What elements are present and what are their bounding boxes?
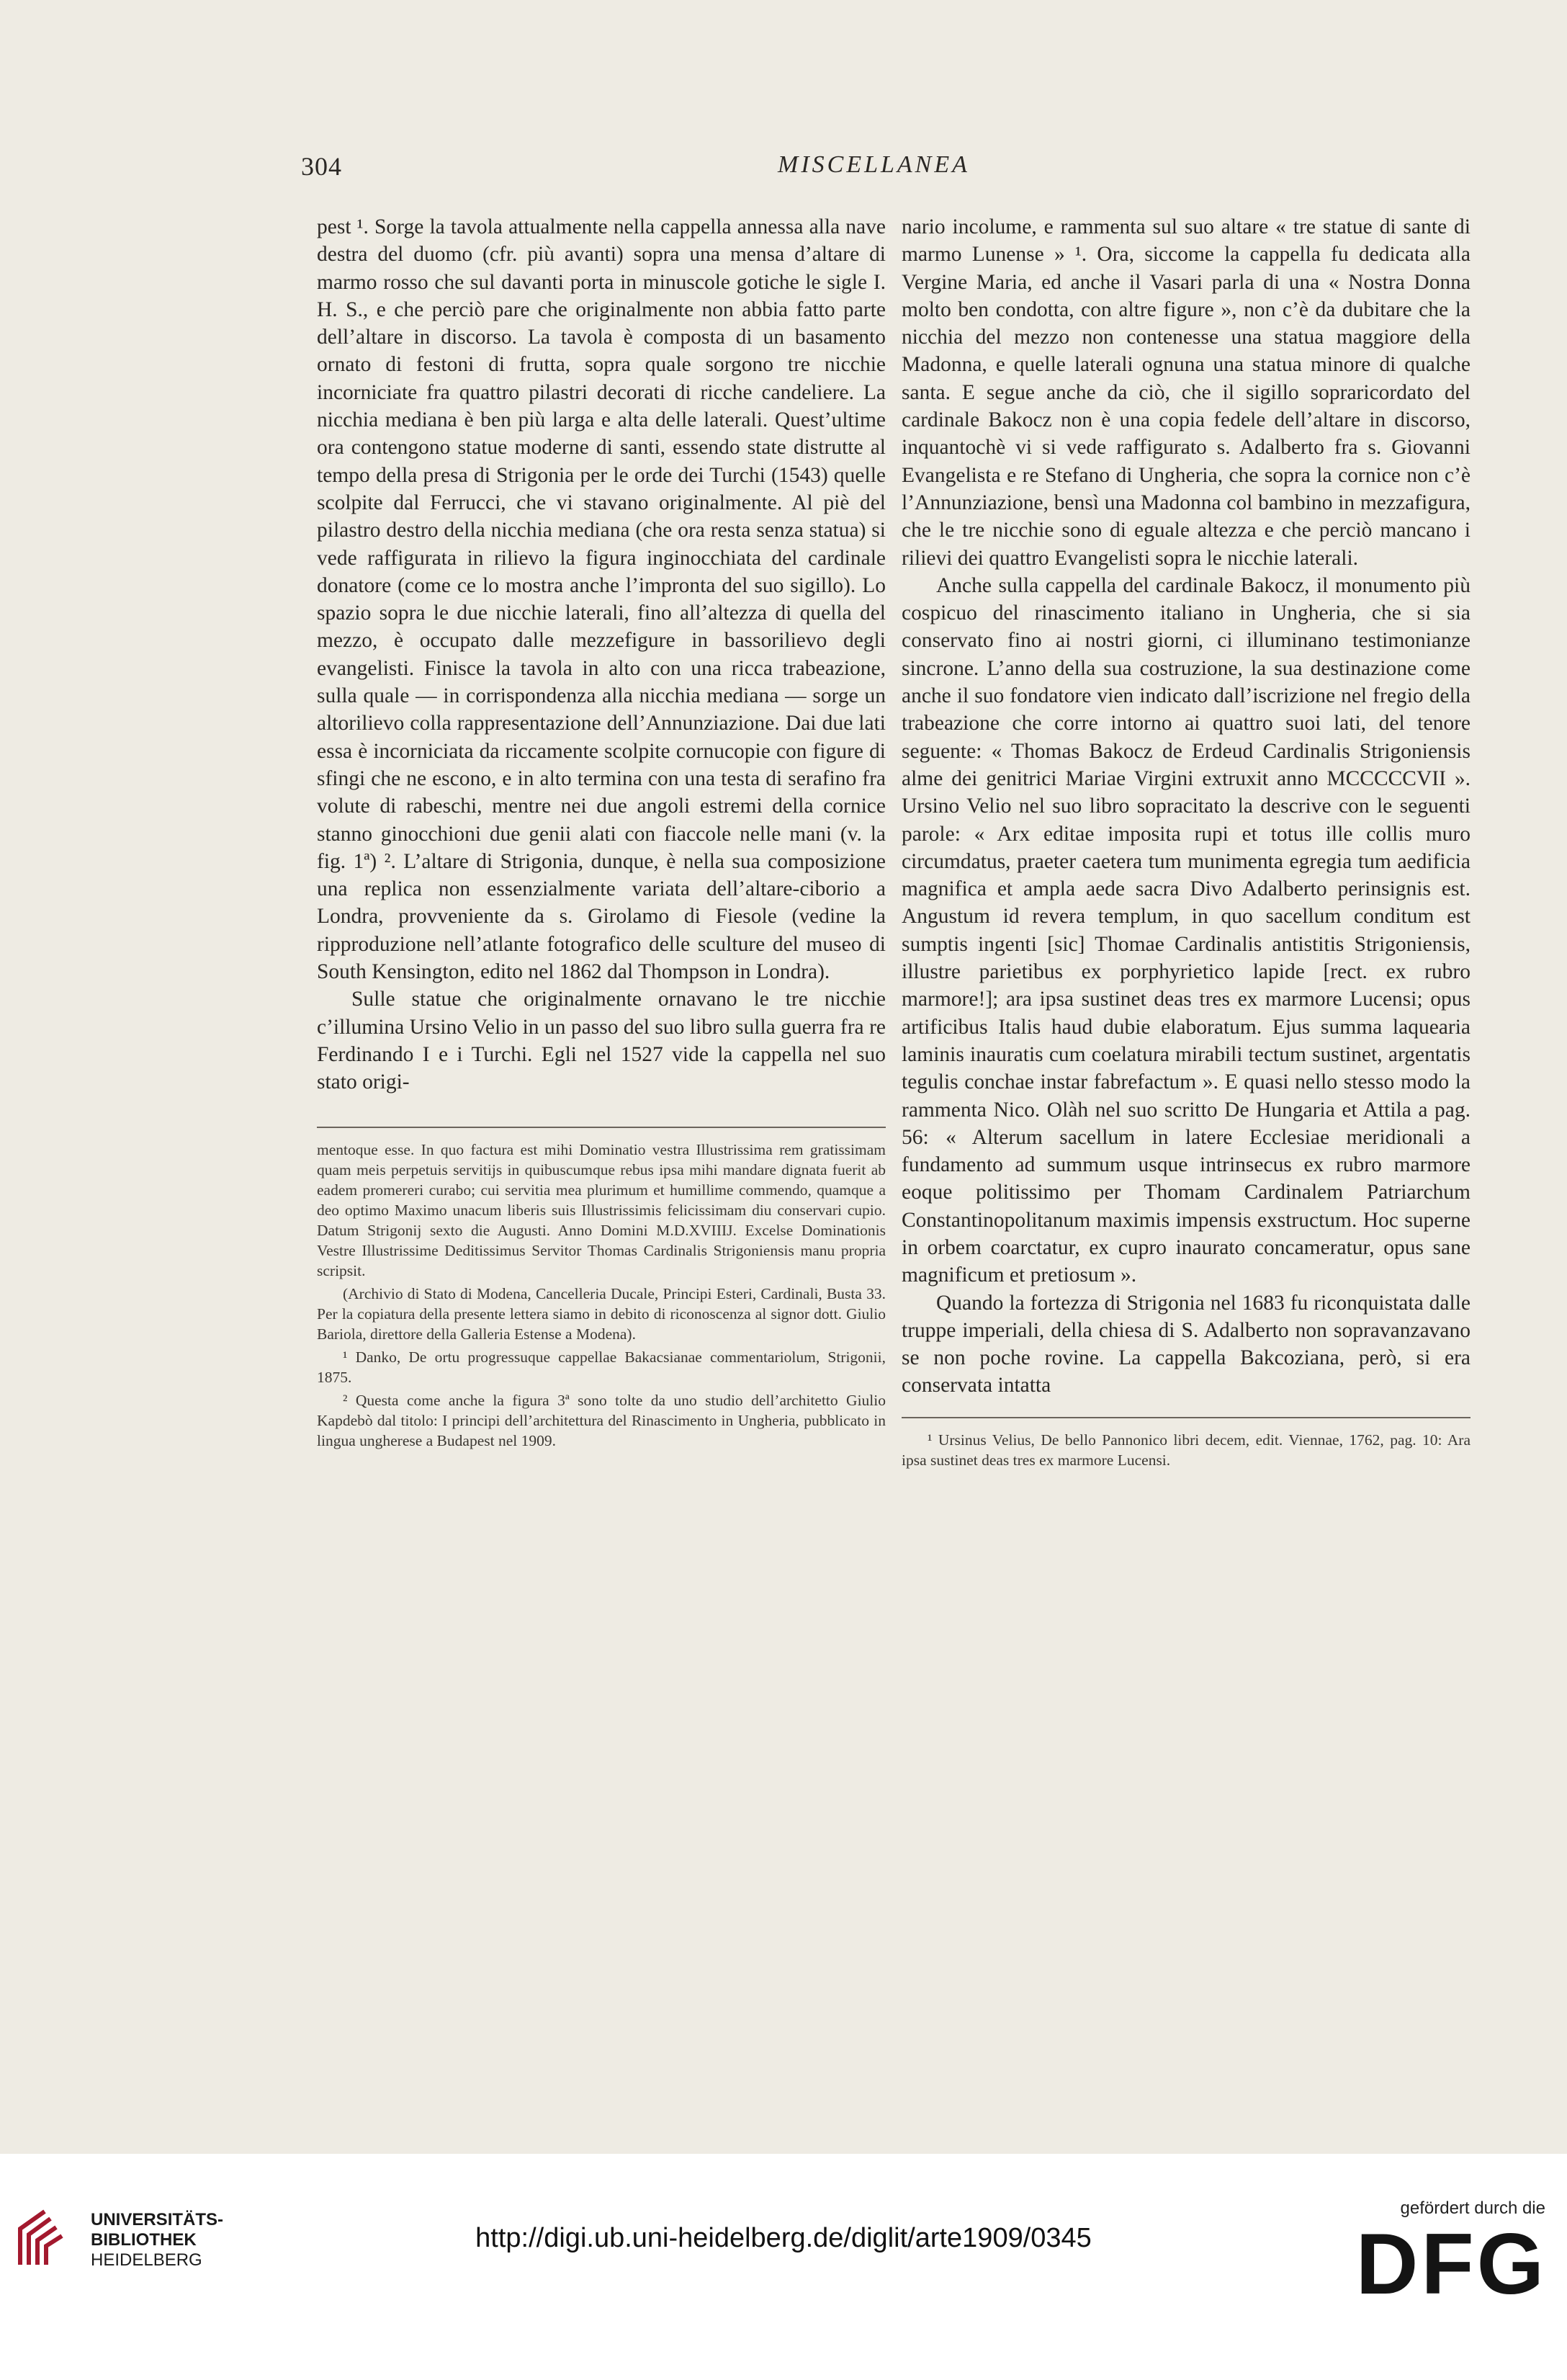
right-paragraph-3: Quando la fortezza di Strigonia nel 1683 fu riconquistata dalle truppe imperiali, della chiesa di S. Adalberto non sopravanzavano se non poche rovine. La cappella Bakcoziana, però, si era conservata intatta: [902, 1291, 1471, 1397]
footnote-archive-note: (Archivio di Stato di Modena, Cancelleria Ducale, Principi Esteri, Cardinali, Busta 33. Per la copiatura della presente lettera siamo in debito di riconoscenza al signor dott. Giulio Bariola, direttore della Galleria Estense a Modena).: [317, 1284, 886, 1343]
right-paragraph-2: Anche sulla cappella del cardinale Bakocz, il monumento più cospicuo del rinascimento italiano in Ungheria, che si sia conservato fino ai nostri giorni, ci illuminano testimonianze sincrone. L’anno della sua costruzione, la sua destinazione come anche il suo fondatore vien indicato dall’iscrizione nel fregio della trabeazione che corre intorno ai quattro suoi lati, del tenore seguente: « Thomas Bakocz de Erdeud Cardinalis Strigoniensis alme dei genitrici Mariae Virgini extruxit anno MCCCCCVII ». Ursino Velio nel suo libro sopracitato la descrive con le seguenti parole: « Arx editae imposita rupi et totus ille collis muro circumdatus, praeter caetera tum munimenta egregia tum aedificia magnifica et ampla aede sacra Divo Adalberto perinsignis est. Angustum id revera templum, in quo sacellum conditum est sumptis ingenti [sic] Thomae Cardinalis antistitis Strigoniensis, illustre parietibus ex porphyrietico lapide [rect. ex rubro marmore!]; ara ipsa sustinet deas tres ex marmore Lucensi; opus artificibus Italis haud dubie elaboratum. Ejus summa laquearia laminis inauratis cum coelatura mirabili tectum sustinet, argentatis tegulis conchae instar fabrefactum ». E quasi nello stesso modo la rammenta Nico. Olàh nel suo scritto De Hungaria et Attila a pag. 56: « Alterum sacellum in latere Ecclesiae meridionali a fundamento ad summum usque intrinsecus ex rubro marmore eoque politissimo per Thomam Cardinalem Patriarchum Constantinopolitanum maximis impensis exstructum. Hoc superne in orbem coarctatur, ex cupro inaurato concameratur, opus sane magnificum et pretiosum ».: [902, 573, 1471, 1287]
left-column: [317, 213, 886, 1451]
footnote-1: ¹ Danko, De ortu progressuque cappellae Bakacsianae commentariolum, Strigonii, 1875.: [317, 1348, 886, 1386]
footnote-divider: [317, 1127, 886, 1128]
right-paragraph-1: nario incolume, e rammenta sul suo altare « tre statue di sante di marmo Lunense » ¹. Ora, siccome la cappella fu dedicata alla Vergine Maria, ed anche il Vasari parla di una « Nostra Donna molto ben condotta, con altre figure », non c’è da dubitare che la nicchia del mezzo non contenesse una statua maggiore della Madonna, e quelle laterali ognuna una statua minore di qualche santa. E segue anche da ciò, che il sigillo sopraricordato del cardinale Bakocz non è una copia fedele dell’altare in discorso, inquantochè vi si vede raffigurato s. Adalberto fra s. Giovanni Evangelista e re Stefano di Ungheria, che sopra la cornice non c’è l’Annunziazione, bensì una Madonna col bambino in mezzafigura, che le tre nicchie sono di eguale altezza e che perciò mancano i rilievi dei quattro Evangelisti sopra le nicchie laterali.: [902, 215, 1471, 570]
permalink-url[interactable]: http://digi.ub.uni-heidelberg.de/diglit/arte1909/0345: [475, 2223, 1092, 2253]
library-name-line-1: UNIVERSITÄTS-: [91, 2210, 224, 2229]
running-title: MISCELLANEA: [778, 151, 970, 178]
sponsor-text: gefördert durch die: [1400, 2198, 1545, 2218]
library-name-line-3: HEIDELBERG: [91, 2250, 202, 2270]
left-paragraph-2: Sulle statue che originalmente ornavano le tre nicchie c’illumina Ursino Velio in un passo del suo libro sulla guerra fra re Ferdinando I e i Turchi. Egli nel 1527 vide la cappella nel suo stato origi-: [317, 988, 886, 1094]
library-name-line-2: BIBLIOTHEK: [91, 2230, 197, 2250]
page-number: 304: [301, 152, 342, 181]
left-paragraph-1: pest ¹. Sorge la tavola attualmente nella cappella annessa alla nave destra del duomo (cfr. più avanti) sopra una mensa d’altare di marmo rosso che sul davanti porta in minuscole gotiche le sigle I. H. S., e che perciò pare che originalmente non abbia fatto parte dell’altare in discorso. La tavola è composta di un basamento ornato di festoni di frutta, sopra quale sorgono tre nicchie incorniciate fra quattro pilastri decorati di ricche candeliere. La nicchia mediana è ben più larga e alta delle laterali. Quest’ultime ora contengono statue moderne di santi, essendo state distrutte al tempo della presa di Strigonia per le orde dei Turchi (1543) quelle scolpite dal Ferrucci, che vi stavano originalmente. Al piè del pilastro destro della nicchia mediana (che ora resta senza statua) si vede raffigurata in rilievo la figura inginocchiata del cardinale donatore (come ce lo mostra anche l’impronta del suo sigillo). Lo spazio sopra le due nicchie laterali, fino all’altezza di quella del mezzo, è occupato dalle mezzefigure in bassorilievo degli evangelisti. Finisce la tavola in alto con una ricca trabeazione, sulla quale — in corrispondenza alla nicchia mediana — sorge un altorilievo colla rappresentazione dell’Annunziazione. Dai due lati essa è incorniciata da riccamente scolpite cornucopie con figure di sfingi che ne escono, e in alto termina con una testa di serafino fra volute di rabeschi, mentre nei due angoli estremi della cornice stanno ginocchioni due genii alati con fiaccole nelle mani (v. la fig. 1ª) ². L’altare di Strigonia, dunque, è nella sua composizione una replica non essenzialmente variata dell’altare-ciborio a Londra, provveniente da s. Girolamo di Fiesole (vedine la ripproduzione nell’atlante fotografico delle sculture del museo di South Kensington, edito nel 1862 dal Thompson in Londra).: [317, 215, 886, 984]
right-column: [902, 213, 1471, 1470]
running-header: [0, 151, 1567, 194]
footnote-divider: [902, 1417, 1471, 1418]
dfg-logo: DFG: [1355, 2216, 1547, 2312]
footnote-2: ² Questa come anche la figura 3ª sono tolte da uno studio dell’architetto Giulio Kapdebò dal titolo: I principi dell’architettura del Rinascimento in Ungheria, pubblicato in lingua ungherese a Budapest nel 1909.: [317, 1391, 886, 1449]
footnote-letter-continuation: mentoque esse. In quo factura est mihi Dominatio vestra Illustrissima rem gratissimam quam meis perpetuis servitijs in quibuscumque rebus ipsa mihi mandare dignata fuerit ab eadem promereri curabo; cui servitia mea plurimum et humillime commendo, quamque a deo optimo Maximo unacum liberis suis Illustrissimis felicissimam diu conservari cupio. Datum Strigonij sexto die Augusti. Anno Domini M.D.XVIIIJ. Excelse Dominationis Vestre Illustrissime Deditissimus Servitor Thomas Cardinalis Strigoniensis manu propria scripsit.: [317, 1140, 886, 1279]
footnote-1: ¹ Ursinus Velius, De bello Pannonico libri decem, edit. Viennae, 1762, pag. 10: Ara ipsa sustinet deas tres ex marmore Lucensi.: [902, 1431, 1471, 1469]
digitization-footer: [0, 2154, 1567, 2380]
